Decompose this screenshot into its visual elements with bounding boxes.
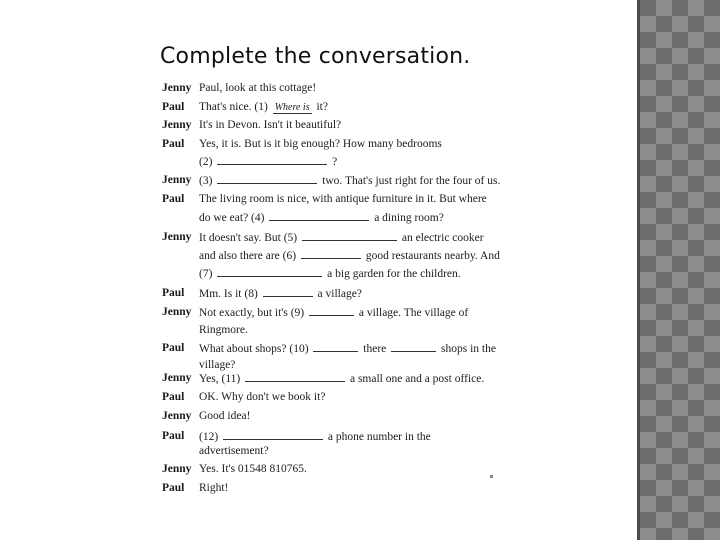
speaker-name: Paul	[162, 430, 185, 442]
answer-blank[interactable]	[313, 340, 358, 352]
dialogue-text	[199, 340, 496, 357]
dialogue-line	[162, 209, 508, 225]
speaker-name: Jenny	[162, 372, 192, 384]
dialogue-text	[199, 461, 307, 477]
line-text: a dining room?	[371, 212, 444, 224]
handwritten-answer: Where is	[274, 102, 310, 113]
speaker-name: Paul	[162, 342, 185, 354]
dialogue-text	[199, 389, 325, 405]
dialogue-line	[162, 117, 508, 133]
line-text: and also there are (6)	[199, 250, 299, 262]
dialogue-line	[162, 322, 508, 338]
line-text: village?	[199, 359, 236, 371]
line-text: there	[360, 343, 390, 355]
line-text: Not exactly, but it's (9)	[199, 307, 307, 319]
line-text: ?	[329, 156, 338, 168]
line-text: Ringmore.	[199, 324, 248, 336]
line-text: That's nice. (1)	[199, 101, 271, 113]
answer-blank[interactable]	[301, 247, 361, 259]
line-text: (3)	[199, 175, 216, 187]
dialogue-text	[199, 99, 328, 116]
speaker-name: Jenny	[162, 306, 192, 318]
dialogue-line	[162, 480, 508, 496]
speaker-name: Paul	[162, 482, 185, 494]
speaker-name: Jenny	[162, 231, 192, 243]
line-text: shops in the	[438, 343, 496, 355]
line-text: Yes, (11)	[199, 373, 244, 385]
line-text: (2)	[199, 156, 216, 168]
line-text: Yes. It's 01548 810765.	[199, 463, 307, 475]
dialogue-line	[162, 285, 508, 301]
line-text: Paul, look at this cottage!	[199, 82, 317, 94]
dialogue-line	[162, 461, 508, 477]
speaker-name: Paul	[162, 138, 185, 150]
dialogue-text	[199, 370, 484, 387]
line-text: Mm. Is it (8)	[199, 288, 261, 300]
line-text: Yes, it is. But is it big enough? How many bedrooms	[199, 138, 442, 150]
dialogue-line	[162, 191, 508, 207]
dialogue-text	[199, 322, 248, 338]
line-text: It's in Devon. Isn't it beautiful?	[199, 119, 342, 131]
answer-blank[interactable]	[309, 304, 354, 316]
answer-blank[interactable]	[217, 153, 327, 165]
speaker-name: Jenny	[162, 119, 192, 131]
speaker-name: Paul	[162, 287, 185, 299]
dialogue-text	[199, 480, 228, 496]
line-text: (7)	[199, 268, 216, 280]
dialogue-line	[162, 247, 508, 263]
decorative-sidebar	[640, 0, 720, 540]
dialogue-text	[199, 247, 500, 264]
dialogue-text	[199, 153, 337, 170]
dialogue-text	[199, 408, 250, 424]
dialogue-line	[162, 136, 508, 152]
answer-blank[interactable]	[269, 209, 369, 221]
line-text: it?	[313, 101, 328, 113]
dialogue-text	[199, 209, 444, 226]
line-text: advertisement?	[199, 445, 269, 457]
line-text: It doesn't say. But (5)	[199, 232, 300, 244]
line-text: a phone number in the	[325, 431, 431, 443]
dialogue-line	[162, 99, 508, 115]
line-text: a village?	[314, 288, 362, 300]
line-text: a small one and a post office.	[347, 373, 485, 385]
speaker-name: Jenny	[162, 174, 192, 186]
line-text: (12)	[199, 431, 222, 443]
answer-blank[interactable]	[217, 172, 317, 184]
slide-title: Complete the conversation.	[160, 44, 471, 69]
dialogue-text	[199, 191, 487, 207]
speaker-name: Paul	[162, 101, 185, 113]
dialogue-text	[199, 172, 500, 189]
dialogue-text	[199, 136, 442, 152]
speaker-name: Paul	[162, 193, 185, 205]
line-text: a big garden for the children.	[324, 268, 461, 280]
dialogue-line	[162, 265, 508, 281]
line-text: an electric cooker	[398, 232, 484, 244]
dialogue-line	[162, 304, 508, 320]
dialogue-line	[162, 389, 508, 405]
speaker-name: Jenny	[162, 410, 192, 422]
dialogue-line	[162, 80, 508, 96]
line-text: Good idea!	[199, 410, 251, 422]
line-text: do we eat? (4)	[199, 212, 268, 224]
dialogue-line	[162, 229, 508, 245]
line-text: good restaurants nearby. And	[362, 250, 500, 262]
line-text: What about shops? (10)	[199, 343, 312, 355]
dialogue-line	[162, 408, 508, 424]
dialogue-text	[199, 285, 362, 302]
dialogue-line	[162, 428, 508, 444]
dialogue-line	[162, 340, 508, 356]
line-text: two. That's just right for the four of us.	[319, 175, 501, 187]
speaker-name: Jenny	[162, 82, 192, 94]
answer-blank[interactable]	[391, 340, 436, 352]
answer-blank[interactable]	[263, 285, 313, 297]
dialogue-text	[199, 265, 461, 282]
line-text: a village. The village of	[356, 307, 469, 319]
dialogue-line	[162, 370, 508, 386]
dialogue-line	[162, 443, 508, 459]
line-text: The living room is nice, with antique furniture in it. But where	[199, 193, 487, 205]
dialogue-line	[162, 172, 508, 188]
dialogue-text	[199, 117, 341, 133]
line-text: OK. Why don't we book it?	[199, 391, 326, 403]
dialogue-line	[162, 153, 508, 169]
dialogue-text	[199, 229, 484, 246]
answer-blank[interactable]	[245, 370, 345, 382]
dialogue-text	[199, 304, 468, 321]
answer-blank[interactable]	[302, 229, 397, 241]
line-text: Right!	[199, 482, 229, 494]
speaker-name: Jenny	[162, 463, 192, 475]
dialogue-text	[199, 443, 269, 459]
page-mark	[490, 475, 493, 478]
dialogue-text	[199, 80, 316, 96]
answer-blank[interactable]	[223, 428, 323, 440]
answer-blank[interactable]	[217, 265, 322, 277]
worksheet-conversation	[158, 72, 508, 502]
speaker-name: Paul	[162, 391, 185, 403]
